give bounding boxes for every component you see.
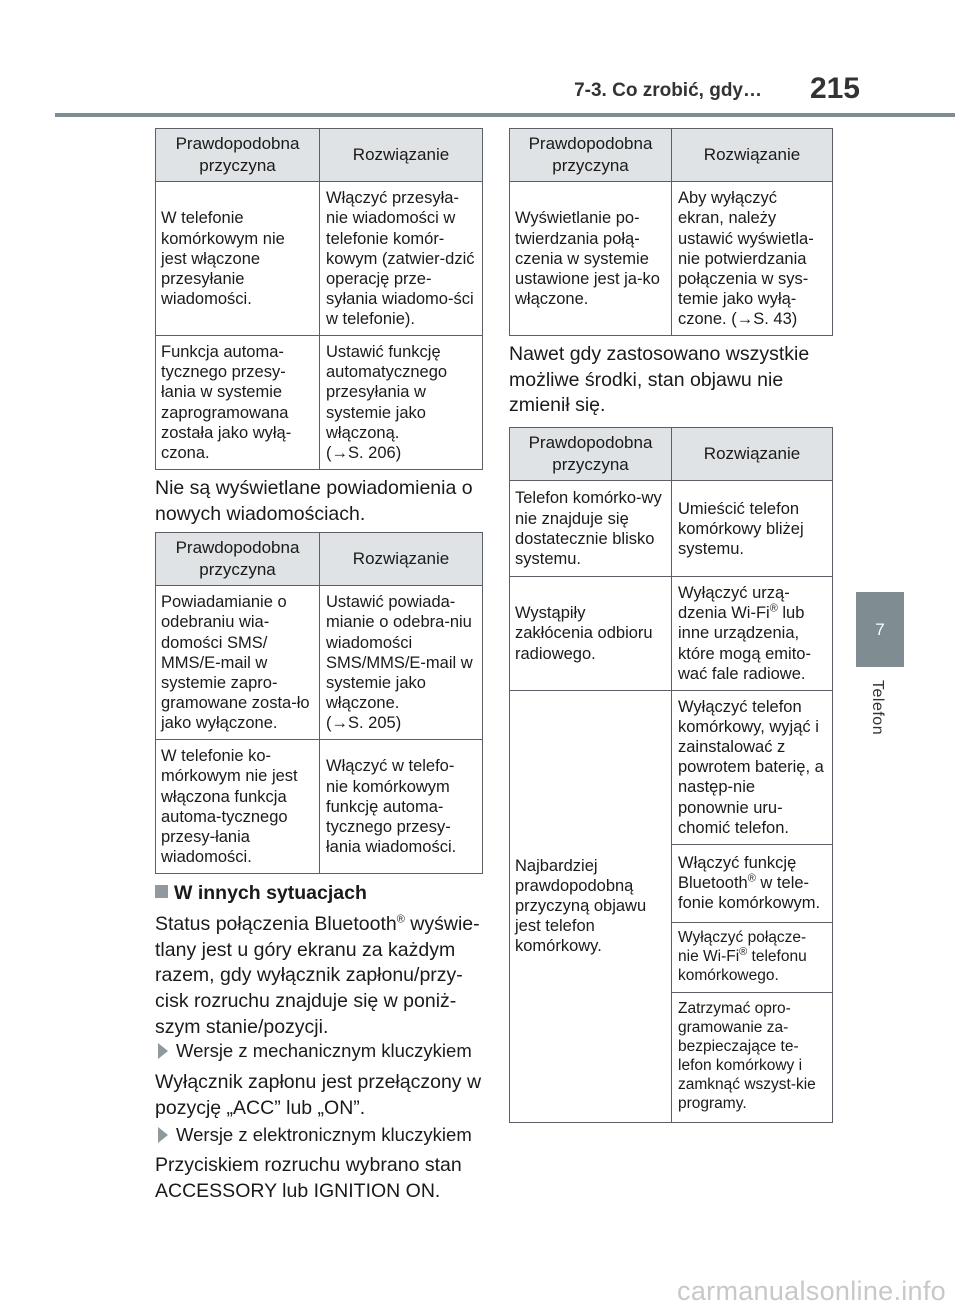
registered-mark: ® xyxy=(747,872,756,885)
solution-text: Wyłączyć połącze-nie Wi-Fi xyxy=(678,928,807,965)
section-title: 7-3. Co zrobić, gdy… xyxy=(574,80,762,101)
table-notifications xyxy=(155,532,483,874)
header-cause: Prawdopodobna przyczyna xyxy=(156,129,320,182)
paragraph-notifications: Nie są wyświetlane powiadomienia o nowych wiadomościach. xyxy=(155,477,473,525)
table-row xyxy=(156,586,483,740)
cause-cell: Wyświetlanie po-twierdzania połą-czenia w systemie ustawione jest ja-ko włączone. xyxy=(510,182,672,336)
header-cause: Prawdopodobna przyczyna xyxy=(156,533,320,586)
cause-cell: W telefonie komórkowym nie jest włączone przesyłanie wiadomości. xyxy=(156,182,320,336)
solution-text: Włączyć funkcję Bluetooth xyxy=(678,854,797,893)
cause-cell: Najbardziej prawdopodobną przyczyną objawu jest telefon komórkowy. xyxy=(510,690,672,1122)
bluetooth-status-text: Status połączenia Bluetooth xyxy=(155,913,397,935)
chapter-tab[interactable]: 7 xyxy=(856,592,904,667)
registered-mark: ® xyxy=(396,913,405,926)
solution-cell: Zatrzymać opro-gramowanie za-bezpieczające te-lefon komórkowy i zamknąć wszyst-kie programy. xyxy=(672,992,833,1122)
square-bullet-icon xyxy=(155,885,168,898)
solution-cell xyxy=(672,922,833,992)
solution-cell: Włączyć przesyła-nie wiadomości w telefonie komór-kowym (zatwier-dzić operację prze-syłania wiadomo-ści w telefonie). xyxy=(320,182,483,336)
cause-cell: Powiadamianie o odebraniu wia-domości SMS/ MMS/E-mail w systemie zapro-gramowane zosta-ło jako wyłączone. xyxy=(156,586,320,740)
cause-cell: Wystąpiły zakłócenia odbioru radiowego. xyxy=(510,577,672,691)
solution-cell: Włączyć w telefo-nie komórkowym funkcję automa-tycznego przesy-łania wiadomości. xyxy=(320,740,483,874)
header-solution: Rozwiązanie xyxy=(320,129,483,182)
solution-cell xyxy=(320,586,483,740)
subheading-text: Wersje z elektronicznym kluczykiem xyxy=(176,1124,472,1145)
header-cause: Prawdopodobna przyczyna xyxy=(510,129,672,182)
registered-mark: ® xyxy=(739,945,748,958)
triangle-bullet-icon xyxy=(158,1043,168,1059)
cause-cell: Telefon komórko-wy nie znajduje się dostatecznie blisko systemu. xyxy=(510,481,672,577)
table-row xyxy=(156,336,483,470)
cause-cell: W telefonie ko-mórkowym nie jest włączona funkcja automa-tycznego przesy-łania wiadomości. xyxy=(156,740,320,874)
paragraph-bluetooth-status xyxy=(155,912,485,1041)
bluetooth-status-text-cont: wyświe-tlany jest u góry ekranu za każdym razem, gdy wyłącznik zapłonu/przy-cisk rozruchu znajduje się w poniż-szym stanie/pozycji. xyxy=(155,913,480,1038)
subheading-electronic-key xyxy=(158,1124,472,1146)
table-row xyxy=(156,740,483,874)
solution-cell xyxy=(672,182,833,336)
table-row xyxy=(510,690,833,844)
chapter-label: Telefon xyxy=(869,680,886,736)
paragraph-symptom-persists: Nawet gdy zastosowano wszystkie możliwe środki, stan objawu nie zmienił się. xyxy=(509,343,810,417)
table-connection-confirmation xyxy=(509,128,833,336)
page-reference[interactable]: (→S. 205) xyxy=(326,714,402,732)
table-row xyxy=(156,182,483,336)
triangle-bullet-icon xyxy=(158,1127,168,1143)
page-reference[interactable]: (→S. 43) xyxy=(731,310,798,328)
section-heading-text: W innych sytuacjach xyxy=(174,882,367,904)
solution-cell: Wyłączyć telefon komórkowy, wyjąć i zainstalować z powrotem baterię, a następ-nie ponownie uru-chomić telefon. xyxy=(672,690,833,844)
table-row xyxy=(510,577,833,691)
solution-cell xyxy=(672,577,833,691)
page-number: 215 xyxy=(809,72,860,105)
table-row xyxy=(510,182,833,336)
subheading-mechanical-key xyxy=(158,1040,472,1062)
header-divider xyxy=(55,113,955,117)
page-reference[interactable]: (→S. 206) xyxy=(326,443,402,462)
watermark: carmanualsonline.info xyxy=(677,1276,946,1306)
solution-cell: Umieścić telefon komórkowy bliżej systemu. xyxy=(672,481,833,577)
table-other-causes xyxy=(509,427,833,1123)
solution-cell xyxy=(320,336,483,470)
header-solution: Rozwiązanie xyxy=(320,533,483,586)
header-cause: Prawdopodobna przyczyna xyxy=(510,428,672,481)
solution-text: Ustawić powiada-mianie o odebra-niu wiadomości SMS/MMS/E-mail w systemie jako włączone. xyxy=(326,593,473,712)
paragraph-electronic-key: Przyciskiem rozruchu wybrano stan ACCESSORY lub IGNITION ON. xyxy=(155,1154,462,1202)
solution-text: Ustawić funkcję automatycznego przesyłania w systemie jako włączoną. xyxy=(326,343,448,442)
table-message-transfer xyxy=(155,128,483,470)
solution-cell xyxy=(672,844,833,922)
solution-text: Wyłączyć urzą-dzenia Wi-Fi xyxy=(678,584,790,623)
solution-text-cont: telefonu komórkowego. xyxy=(678,947,807,984)
paragraph-mechanical-key: Wyłącznik zapłonu jest przełączony w pozycję „ACC” lub „ON”. xyxy=(155,1071,482,1119)
header-solution: Rozwiązanie xyxy=(672,428,833,481)
solution-text-cont: w tele-fonie komórkowym. xyxy=(678,874,821,913)
solution-text: Aby wyłączyć ekran, należy ustawić wyświetla-nie potwierdzania połączenia w sys-temie jako wyłą-czone. xyxy=(678,189,814,328)
section-heading xyxy=(155,882,367,905)
subheading-text: Wersje z mechanicznym kluczykiem xyxy=(176,1040,472,1061)
header-solution: Rozwiązanie xyxy=(672,129,833,182)
table-row xyxy=(510,481,833,577)
cause-cell: Funkcja automa-tycznego przesy-łania w systemie zaprogramowana została jako wyłą-czona. xyxy=(156,336,320,470)
solution-text-cont: lub inne urządzenia, które mogą emito-wać fale radiowe. xyxy=(678,604,811,683)
registered-mark: ® xyxy=(769,602,778,615)
